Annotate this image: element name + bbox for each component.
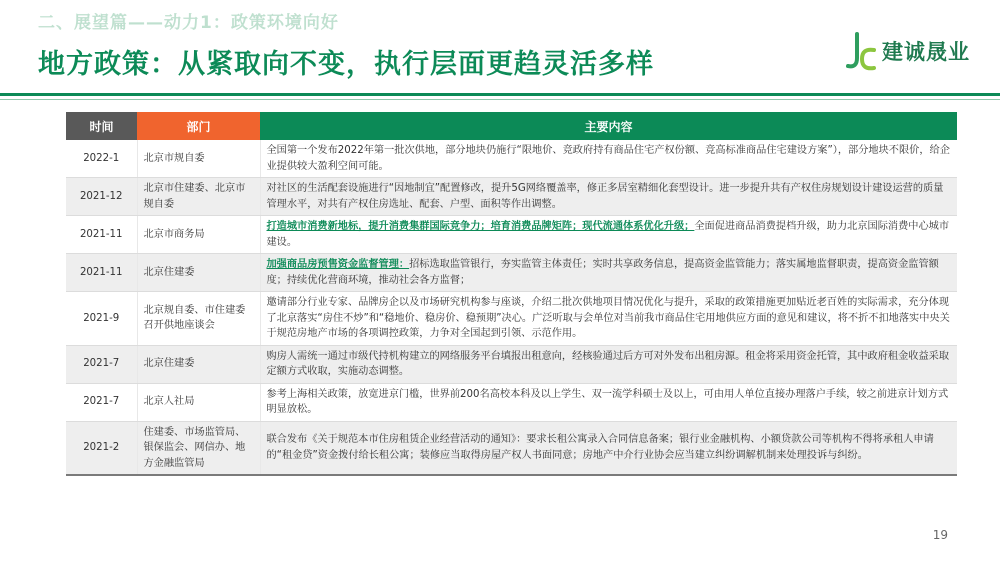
table-row bbox=[66, 216, 957, 254]
header-dept: 部门 bbox=[137, 112, 260, 140]
row-content bbox=[260, 345, 957, 383]
row-content-text: 对社区的生活配套设施进行“因地制宜”配置修改，提升5G网络覆盖率，修正多居室精细化套型设计。进一步提升共有产权住房规划设计建设运营的质量管理水平，对共有产权住房选址、配套、户型、面积等作出调整。 bbox=[266, 183, 944, 210]
row-dept: 北京人社局 bbox=[137, 383, 260, 421]
row-content-text: 邀请部分行业专家、品牌房企以及市场研究机构参与座谈，介绍二批次供地项目情况优化与提升，采取的政策措施更加贴近老百姓的实际需求，充分体现了北京落实“房住不炒”和“稳地价、稳房价、稳预期”决心。广泛听取与会单位对当前我市商品住宅用地供应方面的意见和建议，将不折不扣地落实中央关于规范房地产市场的各项调控政策，力争对全国起到引领、示范作用。 bbox=[266, 297, 950, 339]
table-row bbox=[66, 140, 957, 178]
row-content bbox=[260, 292, 957, 346]
row-time: 2021-7 bbox=[66, 383, 137, 421]
table-header-row bbox=[66, 112, 957, 140]
table-row bbox=[66, 292, 957, 346]
table-row bbox=[66, 254, 957, 292]
row-dept: 北京市商务局 bbox=[137, 216, 260, 254]
header-rule-thin bbox=[0, 99, 1000, 100]
row-time: 2021-7 bbox=[66, 345, 137, 383]
row-content-highlight: 加强商品房预售资金监督管理： bbox=[266, 259, 410, 270]
policy-table bbox=[66, 112, 957, 476]
row-content bbox=[260, 383, 957, 421]
row-dept: 北京市规自委 bbox=[137, 140, 260, 178]
row-content-text: 购房人需统一通过市级代持机构建立的网络服务平台填报出租意向，经核验通过后方可对外发布出租房源。租金将采用资金托管，其中政府租金收益采取定额方式收取，实施动态调整。 bbox=[266, 350, 950, 377]
row-content bbox=[260, 216, 957, 254]
table-row bbox=[66, 383, 957, 421]
row-time: 2022-1 bbox=[66, 140, 137, 178]
row-time: 2021-2 bbox=[66, 421, 137, 475]
row-dept: 住建委、市场监管局、银保监会、网信办、地方金融监管局 bbox=[137, 421, 260, 475]
row-time: 2021-11 bbox=[66, 254, 137, 292]
slide-subtitle: 二、展望篇——动力1：政策环境向好 bbox=[38, 13, 339, 33]
row-time: 2021-11 bbox=[66, 216, 137, 254]
company-name: 建诚晟业 bbox=[882, 40, 970, 64]
jc-logo-mark-icon bbox=[844, 30, 878, 72]
table-row bbox=[66, 345, 957, 383]
row-dept: 北京规自委、市住建委召开供地座谈会 bbox=[137, 292, 260, 346]
row-content bbox=[260, 140, 957, 178]
table-row bbox=[66, 421, 957, 475]
row-content-text: 全国第一个发布2022年第一批次供地，部分地块仍施行“限地价、竞政府持有商品住宅产权份额、竞高标准商品住宅建设方案”），部分地块不限价，给企业提供较大盈利空间可能。 bbox=[266, 145, 950, 172]
company-logo bbox=[844, 30, 970, 72]
header-rule-thick bbox=[0, 93, 1000, 96]
row-content bbox=[260, 254, 957, 292]
row-content-text: 参考上海相关政策，放宽进京门槛，世界前200名高校本科及以上学生、双一流学科硕士及以上，可由用人单位直接办理落户手续，较之前进京计划方式明显放松。 bbox=[266, 388, 949, 415]
row-content-text: 全面促进商品消费提档升级，助力北京国际消费中心城市建设。 bbox=[266, 221, 950, 248]
header-content: 主要内容 bbox=[260, 112, 957, 140]
slide-title: 地方政策：从紧取向不变，执行层面更趋灵活多样 bbox=[38, 49, 654, 80]
table-row bbox=[66, 178, 957, 216]
row-content bbox=[260, 421, 957, 475]
row-content-text: 联合发布《关于规范本市住房租赁企业经营活动的通知》：要求长租公寓录入合同信息备案；银行业金融机构、小额贷款公司等机构不得将承租人申请的“租金贷”资金拨付给长租公寓；装修应当取得房屋产权人书面同意；房地产中介行业协会应当建立纠纷调解机制来处理投诉与纠纷。 bbox=[266, 434, 934, 461]
row-dept: 北京住建委 bbox=[137, 254, 260, 292]
row-dept: 北京住建委 bbox=[137, 345, 260, 383]
row-content bbox=[260, 178, 957, 216]
row-content-text: 招标选取监管银行，夯实监管主体责任；实时共享政务信息，提高资金监管能力；落实属地监督职责，提高资金监管额度；持续优化营商环境，推动社会各方监督； bbox=[266, 259, 939, 286]
row-time: 2021-9 bbox=[66, 292, 137, 346]
row-time: 2021-12 bbox=[66, 178, 137, 216]
page-number: 19 bbox=[932, 528, 948, 542]
header-time: 时间 bbox=[66, 112, 137, 140]
row-dept: 北京市住建委、北京市规自委 bbox=[137, 178, 260, 216]
row-content-highlight: 打造城市消费新地标，提升消费集群国际竞争力；培育消费品牌矩阵；现代流通体系优化升级； bbox=[266, 221, 695, 232]
